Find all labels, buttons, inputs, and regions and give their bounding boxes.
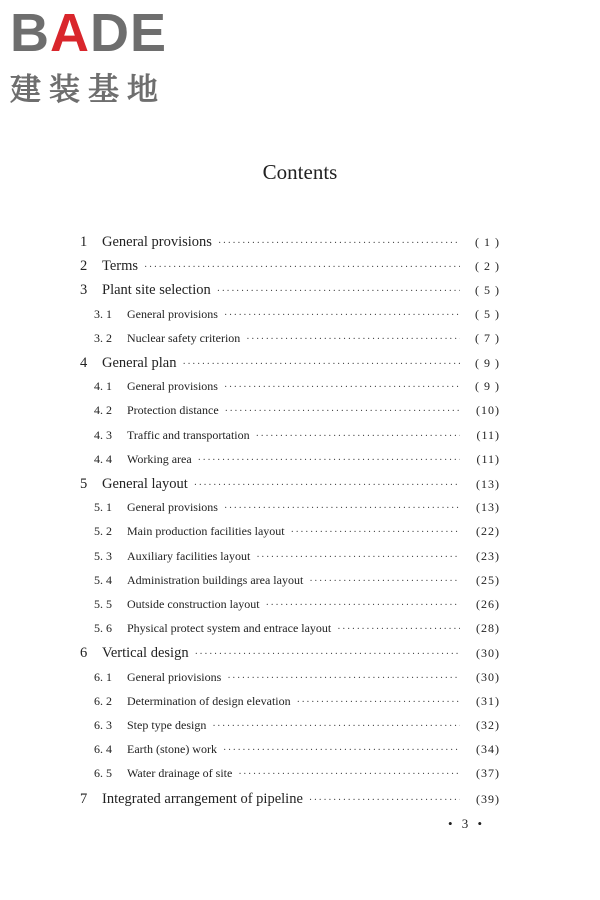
toc-label: Determination of design elevation	[127, 693, 291, 708]
toc-row[interactable]	[94, 524, 500, 544]
toc-label: Water drainage of site	[127, 766, 233, 781]
toc-leader-dots	[337, 624, 460, 635]
toc-row[interactable]	[80, 258, 500, 278]
toc-leader-dots	[218, 238, 460, 249]
toc-page: (26)	[476, 597, 500, 611]
toc-leader-dots	[246, 334, 460, 345]
toc-label: Physical protect system and entrace layout	[127, 621, 332, 636]
toc-label: Traffic and transportation	[127, 427, 250, 442]
toc-number: 5	[80, 476, 88, 492]
toc-number: 1	[80, 234, 88, 250]
toc-label: Vertical design	[102, 645, 189, 662]
toc-leader-dots	[309, 795, 460, 806]
toc-page: (22)	[476, 524, 500, 539]
toc-row[interactable]	[94, 500, 500, 520]
toc-number: 5. 3	[94, 548, 112, 563]
toc-row[interactable]	[94, 694, 500, 714]
toc-label: Terms	[102, 258, 139, 275]
toc-number: 4. 1	[94, 379, 112, 394]
toc-leader-dots	[297, 697, 460, 708]
toc-number: 3. 1	[94, 306, 112, 321]
toc-page: (37)	[476, 766, 500, 781]
toc-label: Administration buildings area layout	[127, 572, 304, 587]
toc-leader-dots	[212, 721, 460, 732]
toc-number: 4. 3	[94, 427, 112, 442]
toc-label: Integrated arrangement of pipeline	[102, 790, 303, 807]
toc-page: ( 9 )	[475, 356, 500, 370]
toc-row[interactable]	[94, 766, 500, 786]
toc-page: (11)	[476, 427, 500, 442]
toc-label: Protection distance	[127, 403, 219, 418]
toc-leader-dots	[256, 552, 460, 563]
toc-row[interactable]	[80, 476, 500, 496]
toc-page: (30)	[476, 646, 500, 661]
toc-number: 6. 4	[94, 742, 112, 757]
toc-leader-dots	[198, 455, 460, 466]
toc-page: (10)	[476, 403, 500, 418]
logo-subtitle: 建装基地	[10, 72, 166, 108]
toc-page: (34)	[476, 742, 500, 757]
toc-leader-dots	[225, 406, 460, 417]
toc-leader-dots	[223, 745, 460, 756]
toc-row[interactable]	[94, 718, 500, 738]
toc-number: 5. 4	[94, 572, 112, 587]
toc-number: 3	[80, 282, 88, 299]
toc-row[interactable]	[94, 307, 500, 327]
toc-row[interactable]	[94, 670, 500, 690]
toc-leader-dots	[182, 359, 460, 370]
toc-label: Step type design	[127, 718, 207, 732]
toc-page: (39)	[476, 791, 500, 806]
toc-page: (13)	[476, 500, 500, 515]
toc-label: General provisions	[127, 500, 218, 515]
page-title: Contents	[262, 160, 338, 184]
toc-leader-dots	[256, 431, 460, 442]
toc-page: ( 7 )	[475, 330, 500, 345]
toc-number: 4	[80, 355, 88, 371]
toc-page: (23)	[476, 548, 500, 563]
toc-leader-dots	[217, 286, 460, 297]
toc-number: 6. 1	[94, 669, 112, 684]
toc-page: (30)	[476, 669, 500, 684]
toc-row[interactable]	[94, 549, 500, 569]
toc-page: ( 1 )	[475, 235, 500, 249]
toc-leader-dots	[266, 600, 460, 611]
toc-number: 4. 2	[94, 403, 112, 418]
toc-page: (13)	[476, 477, 500, 491]
logo-wordmark	[10, 3, 180, 63]
toc-number: 2	[80, 258, 88, 275]
toc-leader-dots	[238, 769, 460, 780]
toc-page: ( 5 )	[475, 283, 500, 298]
toc-number: 4. 4	[94, 451, 112, 466]
toc-leader-dots	[309, 576, 460, 587]
toc-number: 6. 5	[94, 766, 112, 781]
toc-page: (28)	[476, 621, 500, 636]
toc-label: Main production facilities layout	[127, 524, 285, 539]
toc-label: General layout	[102, 476, 188, 492]
toc-label: Auxiliary facilities layout	[127, 548, 251, 563]
toc-row[interactable]	[94, 403, 500, 423]
toc-row[interactable]	[94, 742, 500, 762]
logo-wordmark-text: BADE	[10, 3, 168, 63]
toc-leader-dots	[194, 480, 460, 491]
toc-number: 6. 2	[94, 693, 112, 708]
toc-row[interactable]	[94, 379, 500, 399]
toc-page: ( 5 )	[475, 306, 500, 321]
toc-number: 6	[80, 645, 88, 662]
toc-label: General provisions	[127, 306, 218, 321]
toc-row[interactable]	[94, 621, 500, 641]
page-number: • 3 •	[448, 816, 486, 831]
toc-number: 6. 3	[94, 718, 112, 732]
toc-label: Plant site selection	[102, 282, 211, 299]
toc-row[interactable]	[94, 452, 500, 472]
toc-number: 7	[80, 790, 88, 807]
toc-label: General priovisions	[127, 669, 222, 684]
toc-page: (25)	[476, 572, 500, 587]
toc-number: 5. 2	[94, 524, 112, 539]
toc-row[interactable]	[94, 573, 500, 593]
toc-label: Working area	[127, 451, 192, 466]
toc-page: (31)	[476, 693, 500, 708]
bade-logo	[10, 3, 180, 109]
toc-leader-dots	[227, 673, 460, 684]
toc-label: Nuclear safety criterion	[127, 330, 241, 345]
toc-label: General plan	[102, 355, 177, 371]
toc-page: ( 9 )	[475, 379, 500, 394]
toc-row[interactable]	[94, 597, 500, 617]
toc-number: 5. 5	[94, 597, 112, 611]
toc-leader-dots	[144, 262, 460, 273]
toc-label: Earth (stone) work	[127, 742, 217, 757]
toc-page: (32)	[476, 718, 500, 732]
toc-row[interactable]	[80, 282, 500, 302]
toc-number: 5. 6	[94, 621, 112, 636]
toc-row[interactable]	[94, 331, 500, 351]
toc-row[interactable]	[80, 355, 500, 375]
toc-number: 3. 2	[94, 330, 112, 345]
toc-row[interactable]	[80, 234, 500, 254]
toc-leader-dots	[224, 382, 460, 393]
toc-leader-dots	[224, 310, 460, 321]
toc-row[interactable]	[80, 791, 500, 811]
toc-row[interactable]	[80, 645, 500, 665]
toc-leader-dots	[291, 527, 460, 538]
toc-number: 5. 1	[94, 500, 112, 515]
toc-row[interactable]	[94, 428, 500, 448]
toc-page: ( 2 )	[475, 259, 500, 274]
toc-label: General provisions	[127, 379, 218, 394]
toc-label: Outside construction layout	[127, 597, 260, 611]
toc-page: (11)	[476, 451, 500, 466]
toc-leader-dots	[224, 503, 460, 514]
toc-label: General provisions	[102, 234, 212, 250]
toc-leader-dots	[195, 649, 460, 660]
